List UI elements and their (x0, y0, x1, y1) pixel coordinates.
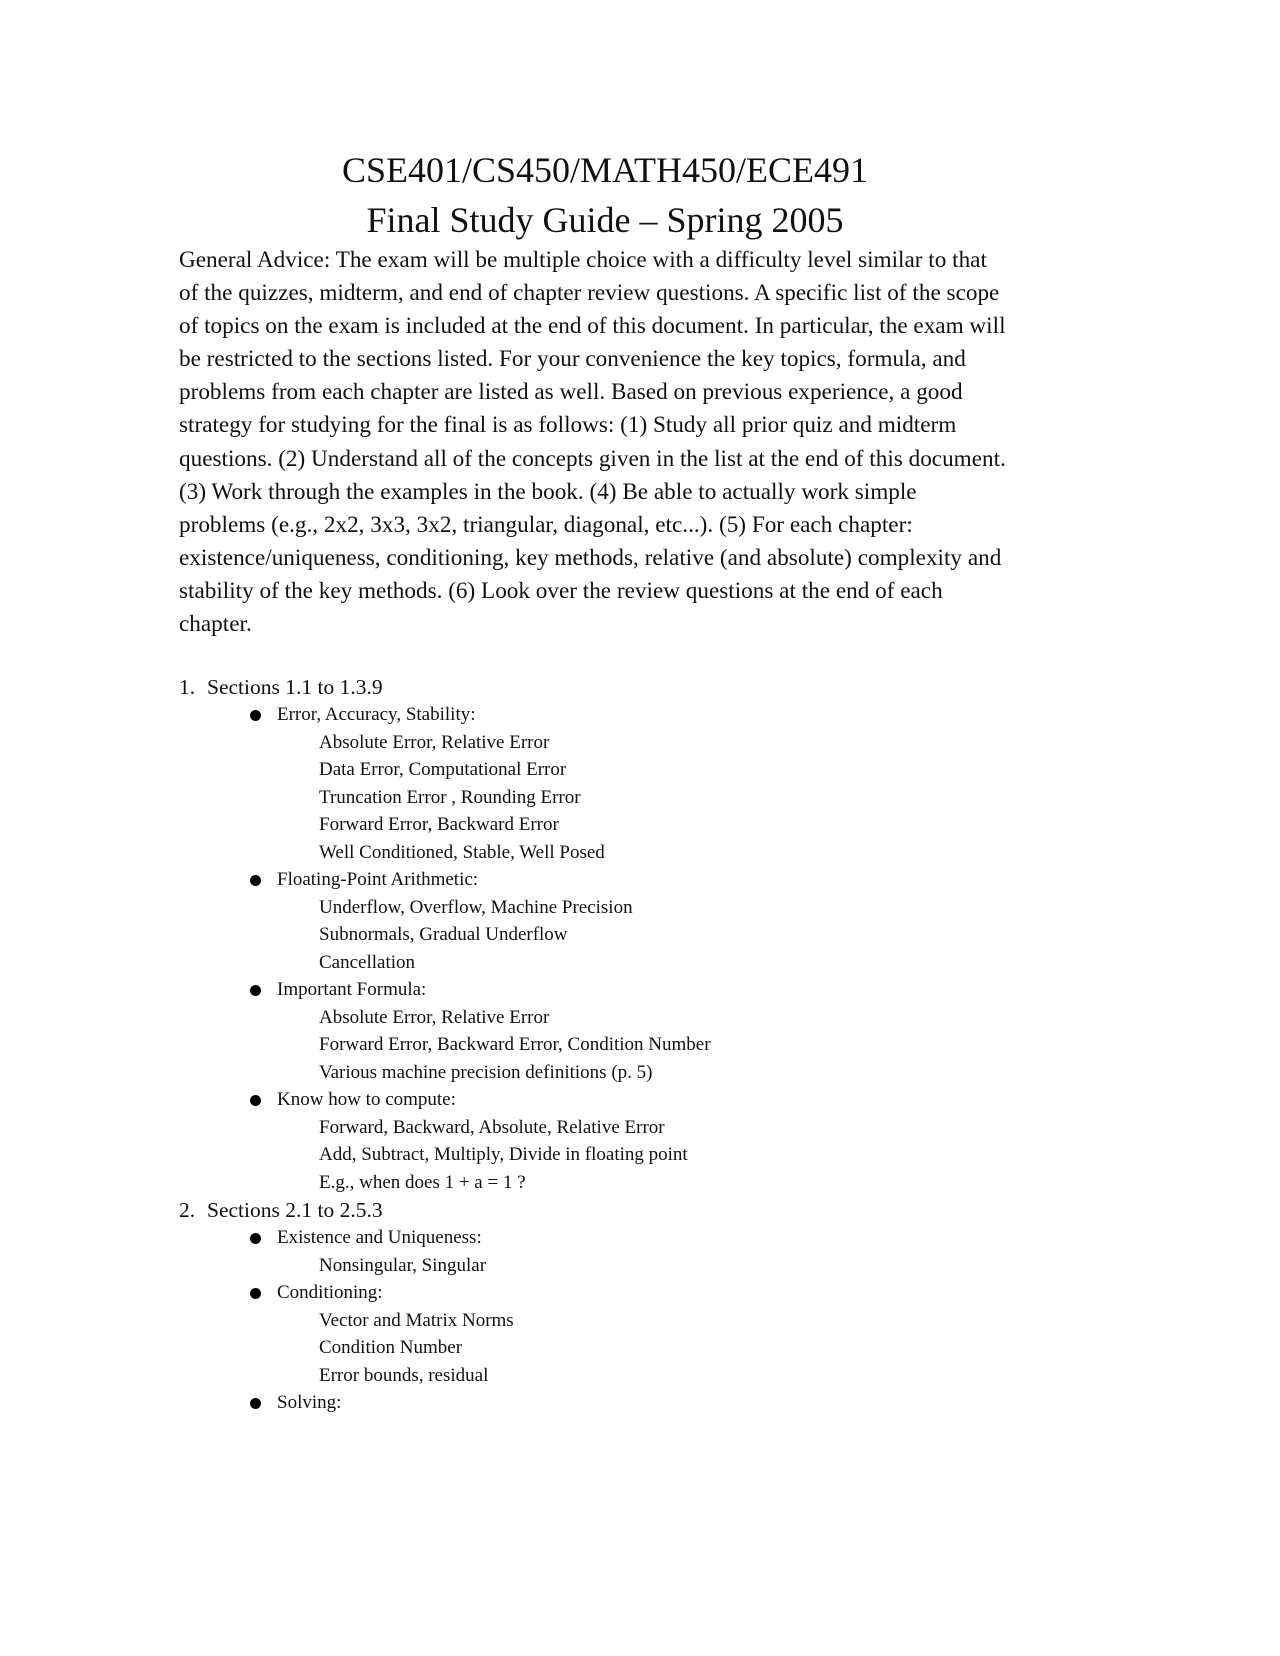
section-heading (179, 673, 1079, 701)
sub-item: Underflow, Overflow, Machine Precision (319, 896, 633, 918)
general-advice-paragraph (179, 244, 1059, 641)
bullet-label: Existence and Uniqueness: (277, 1227, 482, 1248)
bullet-label: Know how to compute: (277, 1089, 456, 1110)
course-title: CSE401/CS450/MATH450/ECE491 (341, 150, 869, 190)
bullet-label: Floating-Point Arithmetic: (277, 869, 479, 890)
sub-item: Well Conditioned, Stable, Well Posed (319, 841, 605, 863)
sub-item: Absolute Error, Relative Error (319, 731, 550, 753)
sub-item: Subnormals, Gradual Underflow (319, 924, 568, 945)
bullet-item (179, 1086, 1079, 1114)
advice-line: chapter. (179, 611, 252, 638)
sub-item: Error bounds, residual (319, 1364, 489, 1386)
section-label: Sections 1.1 to 1.3.9 (207, 675, 383, 699)
advice-line: stability of the key methods. (6) Look over the review questions at the end of each (179, 577, 943, 604)
advice-line: General Advice: The exam will be multiple choice with a difficulty level similar to that (179, 247, 987, 273)
advice-line: questions. (2) Understand all of the concepts given in the list at the end of this document. (179, 445, 1006, 472)
sub-item: Various machine precision definitions (p. 5) (319, 1061, 653, 1083)
sub-item: Add, Subtract, Multiply, Divide in floating point (319, 1144, 688, 1165)
section-number: 1. (179, 675, 196, 699)
advice-line: problems from each chapter are listed as well. Based on previous experience, a good (179, 379, 963, 406)
sub-item: Absolute Error, Relative Error (319, 1006, 550, 1028)
advice-line: problems (e.g., 2x2, 3x3, 3x2, triangular, diagonal, etc...). (5) For each chapter: (179, 511, 913, 538)
section-2 (179, 1196, 1079, 1417)
advice-line: of the quizzes, midterm, and end of chapter review questions. A specific list of the scope (179, 280, 1000, 307)
guide-title: Final Study Guide – Spring 2005 (366, 200, 844, 240)
sub-item: Vector and Matrix Norms (319, 1309, 514, 1331)
bullet-item (179, 1389, 1079, 1417)
bullet-icon (250, 875, 261, 886)
bullet-item (179, 1279, 1079, 1307)
section-heading (179, 1196, 1079, 1224)
advice-line: of topics on the exam is included at the end of this document. In particular, the exam will (179, 313, 1006, 340)
bullet-item (179, 701, 1079, 729)
sub-item: Condition Number (319, 1337, 463, 1358)
bullet-label: Error, Accuracy, Stability: (277, 704, 476, 725)
topics-outline (179, 673, 1079, 1417)
bullet-icon (250, 710, 261, 721)
sub-item: Cancellation (319, 951, 416, 973)
advice-line: existence/uniqueness, conditioning, key methods, relative (and absolute) complexity and (179, 544, 1002, 571)
advice-line: be restricted to the sections listed. For your convenience the key topics, formula, and (179, 346, 966, 373)
sub-item: Data Error, Computational Error (319, 759, 567, 780)
sub-item: Forward Error, Backward Error, Condition Number (319, 1034, 711, 1055)
bullet-icon (250, 1095, 261, 1106)
section-1 (179, 673, 1079, 1196)
advice-line: strategy for studying for the final is as follows: (1) Study all prior quiz and midterm (179, 412, 957, 439)
bullet-icon (250, 1288, 261, 1299)
bullet-icon (250, 1233, 261, 1244)
advice-line: (3) Work through the examples in the book. (4) Be able to actually work simple (179, 478, 917, 505)
sub-item: E.g., when does 1 + a = 1 ? (319, 1171, 526, 1193)
sub-item: Forward Error, Backward Error (319, 814, 559, 835)
sub-item: Forward, Backward, Absolute, Relative Error (319, 1116, 665, 1138)
sub-item: Truncation Error , Rounding Error (319, 786, 581, 808)
bullet-icon (250, 1398, 261, 1409)
bullet-label: Important Formula: (277, 979, 427, 1000)
bullet-item (179, 1224, 1079, 1252)
bullet-item (179, 866, 1079, 894)
bullet-item (179, 976, 1079, 1004)
section-label: Sections 2.1 to 2.5.3 (207, 1198, 383, 1222)
bullet-label: Solving: (277, 1392, 342, 1413)
sub-item: Nonsingular, Singular (319, 1254, 487, 1276)
bullet-icon (250, 985, 261, 996)
section-number: 2. (179, 1198, 196, 1222)
bullet-label: Conditioning: (277, 1282, 383, 1303)
